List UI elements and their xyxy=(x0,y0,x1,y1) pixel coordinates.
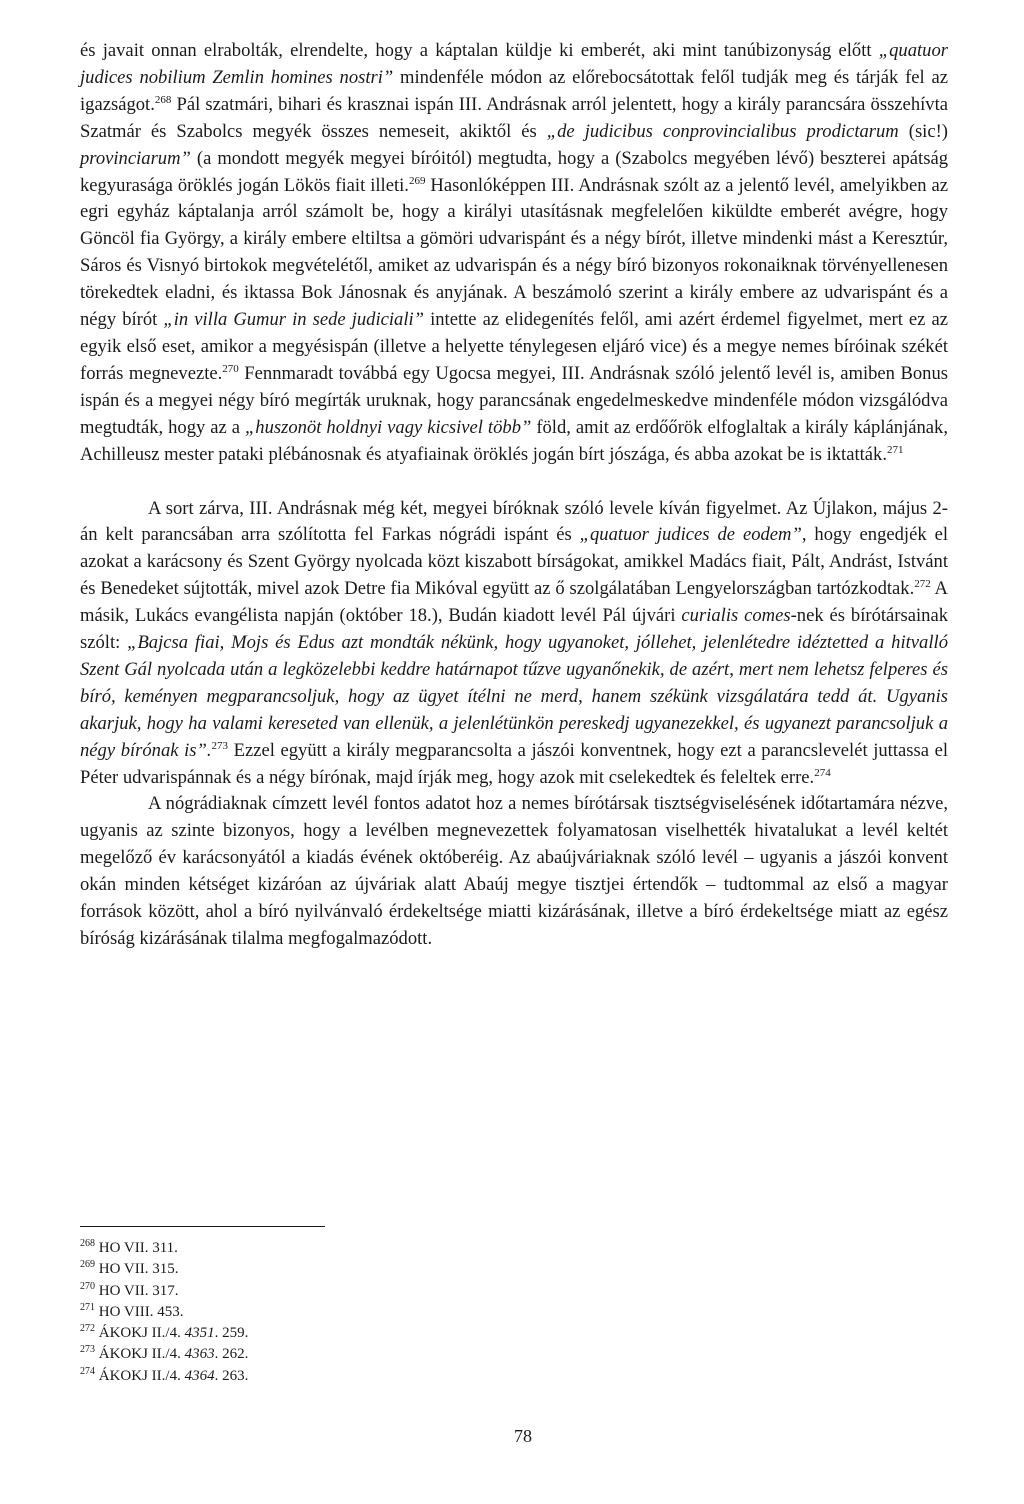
italic-quote: „quatuor judices nobilium Zemlin homines nostri” xyxy=(80,40,948,88)
italic-quote: „de judicibus conprovincialibus prodictarum xyxy=(546,120,899,142)
paragraph xyxy=(80,791,948,952)
footnotes xyxy=(80,1238,480,1387)
text-run: Pál szatmári, bihari és krasznai ispán III. Andrásnak arról jelentett, hogy a király parancsára összehívta Szatmár és Szabolcs megyék összes nemeseit, akiktől és xyxy=(80,93,948,142)
footnote-item xyxy=(80,1323,480,1344)
footnote-number: 272 xyxy=(80,1323,95,1335)
footnote-separator xyxy=(80,1226,325,1227)
footnote-text: ÁKOKJ II./4. xyxy=(95,1367,185,1384)
footnote-page: . 263. xyxy=(214,1367,249,1384)
footnote-doc-number: 4351 xyxy=(184,1325,215,1342)
page-number: 78 xyxy=(514,1426,532,1446)
italic-quote: „Bajcsa fiai, Mojs és Edus azt mondták nékünk, hogy ugyanoket, jóllehet, jelenlétedre idéztetted a hitvalló Szent Gál nyolcada után a legközelebbi keddre határnapot tűzve ugyanőnekik, de azért, mert nem lehetsz felperes és bíró, keményen megparancsoljuk, hogy az ügyet ítélni ne merd, hanem székünk vizsgálatára tedd át. Ugyanis akarjuk, hogy ha valami kereseted van ellenük, a jelenlétünkön pereskedj ugyanezekkel, és ugyanezt parancsoljuk a négy bírónak is”. xyxy=(80,632,948,761)
paragraph xyxy=(80,38,948,469)
text-run: intette az elidegenítés felől, ami azért érdemel figyelmet, mert ez az egyik első eset, amikor a megyésispán (illetve a helyette ténylegesen eljáró vice) és a megye nemes bíróinak székét forrás megnevezte. xyxy=(80,309,948,384)
paragraph xyxy=(80,496,948,792)
footnote-item xyxy=(80,1281,480,1302)
italic-quote: provinciarum” xyxy=(80,147,191,169)
footnote-text: HO VII. 317. xyxy=(95,1282,179,1299)
footnote-number: 274 xyxy=(80,1365,95,1377)
footnote-number: 270 xyxy=(80,1280,95,1292)
footnote-ref: 274 xyxy=(814,766,831,779)
footnote-page: . 262. xyxy=(214,1346,249,1363)
footnote-ref: 272 xyxy=(914,578,931,591)
footnote-item xyxy=(80,1344,480,1365)
footnote-ref: 268 xyxy=(154,93,172,106)
footnote-text: HO VII. 311. xyxy=(95,1240,178,1256)
footnote-item xyxy=(80,1366,480,1387)
footnote-number: 273 xyxy=(80,1344,95,1356)
footnote-item xyxy=(80,1302,480,1323)
footnote-ref: 269 xyxy=(408,174,426,187)
footnote-text: ÁKOKJ II./4. xyxy=(95,1325,185,1342)
footnote-number: 271 xyxy=(80,1301,95,1313)
text-run: (sic!) xyxy=(898,120,948,142)
footnote-ref: 270 xyxy=(222,362,239,375)
text-run: A másik, Lukács evangélista napján (október 18.), Budán kiadott levél Pál újvári xyxy=(80,578,948,627)
italic-quote: „huszonöt holdnyi vagy kicsivel több” xyxy=(244,416,532,438)
text-run: , hogy engedjék el azokat a karácsony és Szent György nyolcada közt kiszabott bírságokat, amikkel Madács fiait, Pált, Andrást, Istvánt és Benedeket sújtották, mivel azok Detre fia Mikóval együtt az ő szolgálatában Lengyelországban tartózkodtak. xyxy=(80,524,949,600)
footnote-text: HO VII. 315. xyxy=(95,1261,179,1278)
italic-quote: „in villa Gumur in sede judiciali” xyxy=(163,309,425,331)
body-text xyxy=(80,38,948,953)
footnote-number: 269 xyxy=(80,1259,95,1271)
footnote-doc-number: 4364 xyxy=(184,1367,215,1384)
italic-quote: curialis comes xyxy=(681,605,791,627)
text-run: Ezzel együtt a király megparancsolta a jászói konventnek, hogy ezt a parancslevelét juttassa el Péter udvarispánnak és a négy bírónak, majd írják meg, hogy azok mit cselekedtek és feleltek erre. xyxy=(80,739,948,788)
text-run: (a mondott megyék megyei bíróitól) megtudta, hogy a (Szabolcs megyében lévő) beszterei apátság kegyurasága öröklés jogán Lökös fiait illeti. xyxy=(80,147,948,196)
footnote-ref: 271 xyxy=(887,443,904,456)
text-run: és javait onnan elrabolták, elrendelte, hogy a káptalan küldje ki emberét, aki mint tanúbizonyság előtt xyxy=(80,40,879,61)
paragraph-gap xyxy=(80,469,948,496)
footnote-number: 268 xyxy=(80,1238,95,1249)
text-run: A nógrádiaknak címzett levél fontos adatot hoz a nemes bírótársak tisztségviselésének időtartamára nézve, ugyanis az szinte bizonyos, hogy a levélben megnevezettek folyamatosan viselhették hivatalukat a levél keltét megelőző év karácsonyától a kiadás évének októberéig. Az abaújváriaknak szóló levél – ugyanis a jászói konvent okán minden kétséget kizáróan az újváriak alatt Abaúj megye tisztjei értendők – tudtommal az első a magyar források között, ahol a bíró nyilvánvaló érdekeltsége miatti kizárásának, illetve a bíró érdekeltsége miatt az egész bíróság kizárásának tilalma megfogalmazódott. xyxy=(80,793,948,949)
footnote-ref: 273 xyxy=(211,739,229,752)
text-run: Fennmaradt továbbá egy Ugocsa megyei, III. Andrásnak szóló jelentő levél is, amiben Bonus ispán és a megyei négy bíró megírták uruknak, hogy parancsának engedelmeskedve mindenféle módon vizsgálódva megtudták, hogy az a xyxy=(80,362,948,438)
footnote-item xyxy=(80,1238,480,1259)
footnote-item xyxy=(80,1259,480,1280)
italic-quote: „quatuor judices de eodem” xyxy=(579,524,802,546)
footnote-text: ÁKOKJ II./4. xyxy=(95,1346,185,1363)
text-run: mindenféle módon az előrebocsátottak felől tudják meg és tárják fel az igazságot. xyxy=(80,66,948,115)
footnote-doc-number: 4363 xyxy=(184,1346,215,1363)
footnote-page: . 259. xyxy=(214,1325,249,1342)
text-run: föld, amit az erdőőrök elfoglaltak a király káplánjának, Achilleusz mester pataki plébánosnak és atyafiainak öröklés jogán bírt jószága, és abba azokat be is iktatták. xyxy=(80,416,948,465)
text-run: -nek és bírótársainak szólt: xyxy=(80,605,948,654)
text-run: A sort zárva, III. Andrásnak még két, megyei bíróknak szóló levele kíván figyelmet. Az Újlakon, május 2-án kelt parancsában arra szólította fel Farkas nógrádi ispánt és xyxy=(80,497,948,546)
footnote-text: HO VIII. 453. xyxy=(95,1303,184,1320)
text-run: Hasonlóképpen III. Andrásnak szólt az a jelentő levél, amelyikben az egri egyház káptalanja arról számolt be, hogy a királyi utasításnak megfelelően kiküldte emberét avégre, hogy Göncöl fia György, a király embere eltiltsa a gömöri udvarispánt és a négy bírót, illetve mindenki mást a Keresztúr, Sáros és Visnyó birtokok megvételétől, amiket az udvarispán és a négy bíró bizonyos rokonaiknak törvényellenesen törekedtek eladni, és iktassa Bok Jánosnak és anyjának. A beszámoló szerint a király embere az udvarispánt és a négy bírót xyxy=(80,174,948,331)
